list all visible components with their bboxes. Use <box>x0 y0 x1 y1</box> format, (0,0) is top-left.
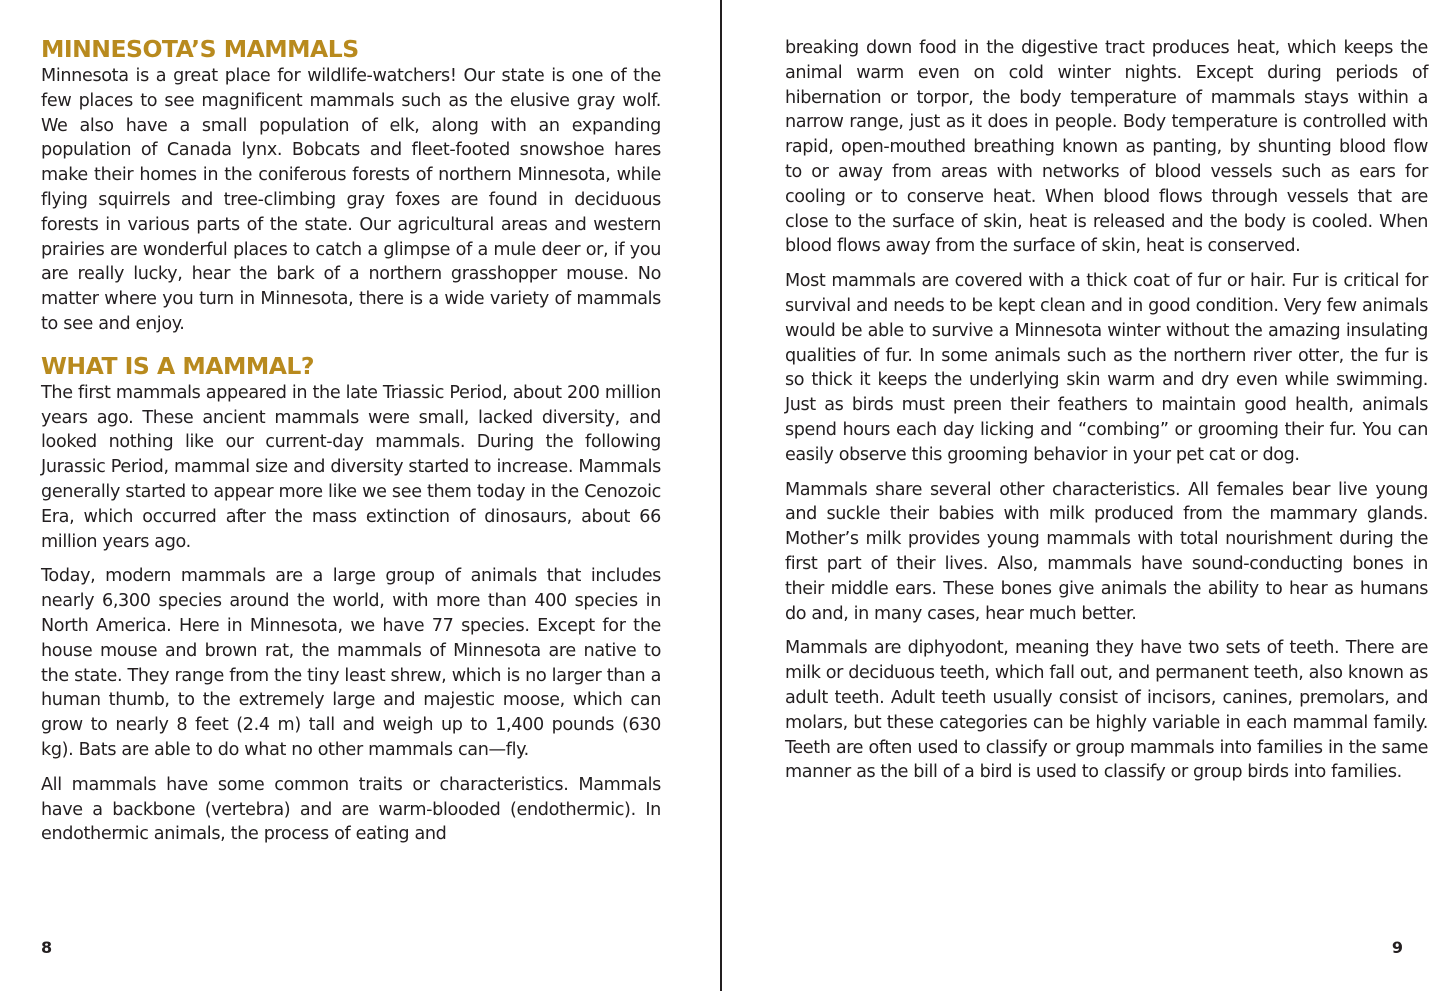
paragraph-teeth: Mammals are diphyodont, meaning they have two sets of teeth. There are milk or deciduous teeth, which fall out, and permanent teeth, also known as adult teeth. Adult teeth usually consist of incisors, canines, premolars, and molars, but these categories can be highly variable in each mammal family. Teeth are often used to classify or group mammals into families in the same manner as the bill of a bird is used to classify or group birds into families. <box>785 638 1428 783</box>
right-page <box>724 0 1445 991</box>
heading-minnesotas-mammals: MINNESOTA’S MAMMALS <box>41 35 359 63</box>
paragraph-common-traits: All mammals have some common traits or characteristics. Mammals have a backbone (vertebra) and are warm-blooded (endothermic). In endothermic animals, the process of eating and <box>41 774 661 845</box>
paragraph-first-mammals: The first mammals appeared in the late Triassic Period, about 200 million years ago. These ancient mammals were small, lacked diversity, and looked nothing like our current-day mammals. During the following Jurassic Period, mammal size and diversity started to increase. Mammals generally started to appear more like we see them today in the Cenozoic Era, which occurred after the mass extinction of dinosaurs, about 66 million years ago. <box>41 382 661 552</box>
intro-paragraph: Minnesota is a great place for wildlife-watchers! Our state is one of the few places to see magnificent mammals such as the elusive gray wolf. We also have a small population of elk, along with an expanding population of Canada lynx. Bobcats and fleet-footed snowshoe hares make their homes in the coniferous forests of northern Minnesota, while flying squirrels and tree-climbing gray foxes are found in deciduous forests in various parts of the state. Our agricultural areas and western prairies are wonderful places to catch a glimpse of a mule deer or, if you are really lucky, hear the bark of a northern grasshopper mouse. No matter where you turn in Minnesota, there is a wide variety of mammals to see and enjoy. <box>41 66 661 334</box>
right-text-column <box>785 36 1428 795</box>
page-number-right: 9 <box>1391 938 1403 957</box>
paragraph-fur: Most mammals are covered with a thick coat of fur or hair. Fur is critical for survival and needs to be kept clean and in good condition. Very few animals would be able to survive a Minnesota winter without the amazing insulating qualities of fur. In some animals such as the northern river otter, the fur is so thick it keeps the underlying skin warm and dry even while swimming. Just as birds must preen their feathers to maintain good health, animals spend hours each day licking and “combing” or grooming their fur. You can easily observe this grooming behavior in your pet cat or dog. <box>785 271 1428 465</box>
left-text-column <box>41 34 661 857</box>
paragraph-modern-mammals: Today, modern mammals are a large group of animals that includes nearly 6,300 species around the world, with more than 400 species in North America. Here in Minnesota, we have 77 species. Except for the house mouse and brown rat, the mammals of Minnesota are native to the state. They range from the tiny least shrew, which is no larger than a human thumb, to the extremely large and majestic moose, which can grow to nearly 8 feet (2.4 m) tall and weigh up to 1,400 pounds (630 kg). Bats are able to do what no other mammals can—fly. <box>41 566 661 760</box>
page-number-left: 8 <box>41 938 53 957</box>
paragraph-body-temperature: breaking down food in the digestive tract produces heat, which keeps the animal warm even on cold winter nights. Except during periods of hibernation or torpor, the body temperature of mammals stays within a narrow range, just as it does in people. Body temperature is controlled with rapid, open-mouthed breathing known as panting, by shunting blood flow to or away from areas with networks of blood vessels such as ears for cooling or to conserve heat. When blood flows through vessels that are close to the surface of skin, heat is released and the body is cooled. When blood flows away from the surface of skin, heat is conserved. <box>785 38 1428 257</box>
paragraph-other-characteristics: Mammals share several other characteristics. All females bear live young and suckle their babies with milk produced from the mammary glands. Mother’s milk provides young mammals with total nourishment during the first part of their lives. Also, mammals have sound-conducting bones in their middle ears. These bones give animals the ability to hear as humans do and, in many cases, hear much better. <box>785 479 1428 624</box>
heading-what-is-a-mammal: WHAT IS A MAMMAL? <box>41 351 315 380</box>
left-page <box>0 0 722 991</box>
